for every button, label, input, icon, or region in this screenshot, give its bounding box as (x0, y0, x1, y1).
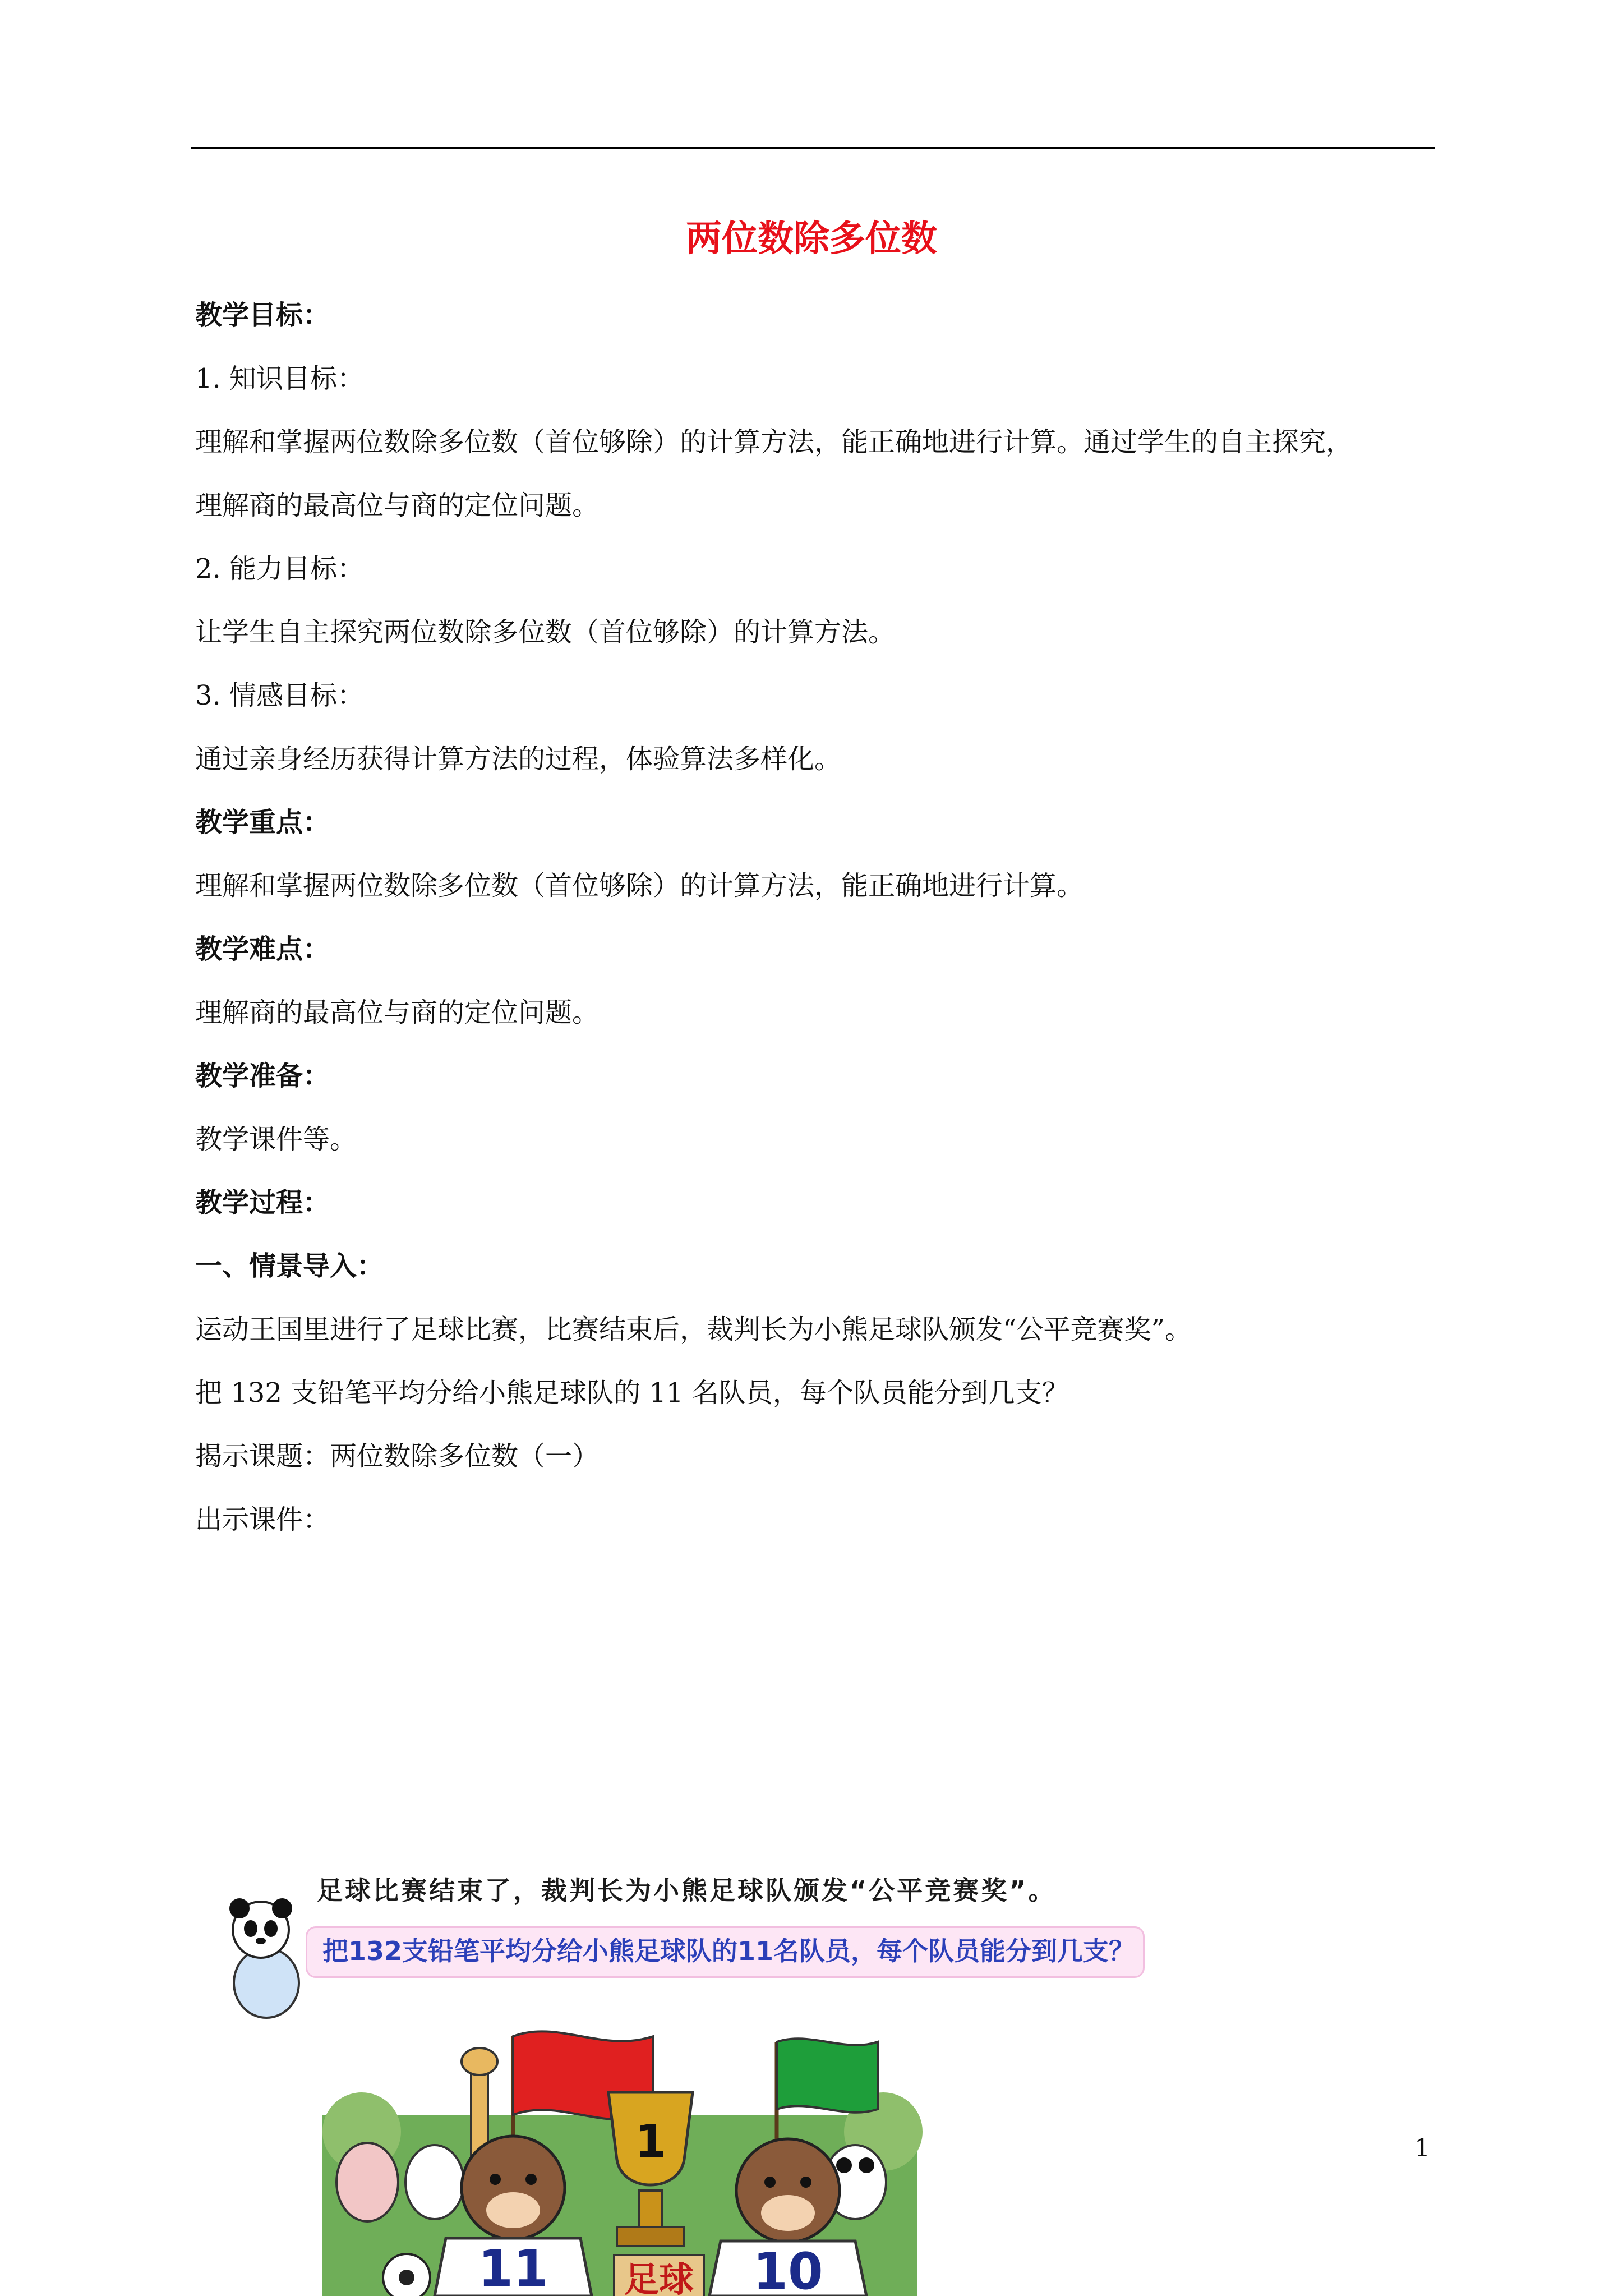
paragraph-line: 通过亲身经历获得计算方法的过程，体验算法多样化。 (195, 743, 842, 775)
objective-1-label: 1. 知识目标： (195, 363, 365, 394)
subsection-heading-intro: 一、情景导入： (195, 1250, 384, 1282)
section-heading-key-points: 教学重点： (195, 807, 330, 838)
header-rule (191, 147, 1435, 149)
paragraph-line: 让学生自主探究两位数除多位数（首位够除）的计算方法。 (195, 616, 896, 648)
jersey-number-right: 10 (753, 2242, 823, 2296)
banner-text: 足球 (624, 2259, 694, 2296)
page-number: 1 (1414, 2134, 1430, 2162)
paragraph-line: 把 132 支铅笔平均分给小熊足球队的 11 名队员，每个队员能分到几支？ (195, 1377, 1069, 1409)
soccer-ball-icon (383, 2254, 430, 2296)
section-heading-difficulties: 教学难点： (195, 933, 330, 965)
trophy-number: 1 (635, 2115, 666, 2168)
jersey-number-left: 11 (478, 2239, 548, 2296)
paragraph-line: 教学课件等。 (195, 1124, 357, 1155)
paragraph-line: 出示课件： (195, 1504, 330, 1535)
paragraph-line: 理解商的最高位与商的定位问题。 (195, 997, 600, 1028)
paragraph-line: 理解商的最高位与商的定位问题。 (195, 490, 600, 521)
slide-caption: 足球比赛结束了，裁判长为小熊足球队颁发“公平竞赛奖”。 (317, 1875, 1057, 1906)
paragraph-line: 运动王国里进行了足球比赛，比赛结束后，裁判长为小熊足球队颁发“公平竞赛奖”。 (195, 1314, 1192, 1345)
paragraph-line: 理解和掌握两位数除多位数（首位够除）的计算方法，能正确地进行计算。通过学生的自主探究， (195, 426, 1353, 458)
slide-question: 把132支铅笔平均分给小熊足球队的11名队员，每个队员能分到几支？ (322, 1936, 1135, 1966)
paragraph-line: 揭示课题：两位数除多位数（一） (195, 1441, 600, 1472)
panda-narrator-icon (229, 1898, 299, 2018)
paragraph-line: 理解和掌握两位数除多位数（首位够除）的计算方法，能正确地进行计算。 (195, 870, 1084, 901)
objective-3-label: 3. 情感目标： (195, 680, 365, 711)
objective-2-label: 2. 能力目标： (195, 553, 365, 585)
section-heading-objectives: 教学目标： (195, 300, 330, 331)
courseware-illustration (222, 1868, 1164, 2296)
section-heading-preparation: 教学准备： (195, 1060, 330, 1092)
section-heading-process: 教学过程： (195, 1187, 330, 1218)
page-title: 两位数除多位数 (686, 218, 937, 260)
